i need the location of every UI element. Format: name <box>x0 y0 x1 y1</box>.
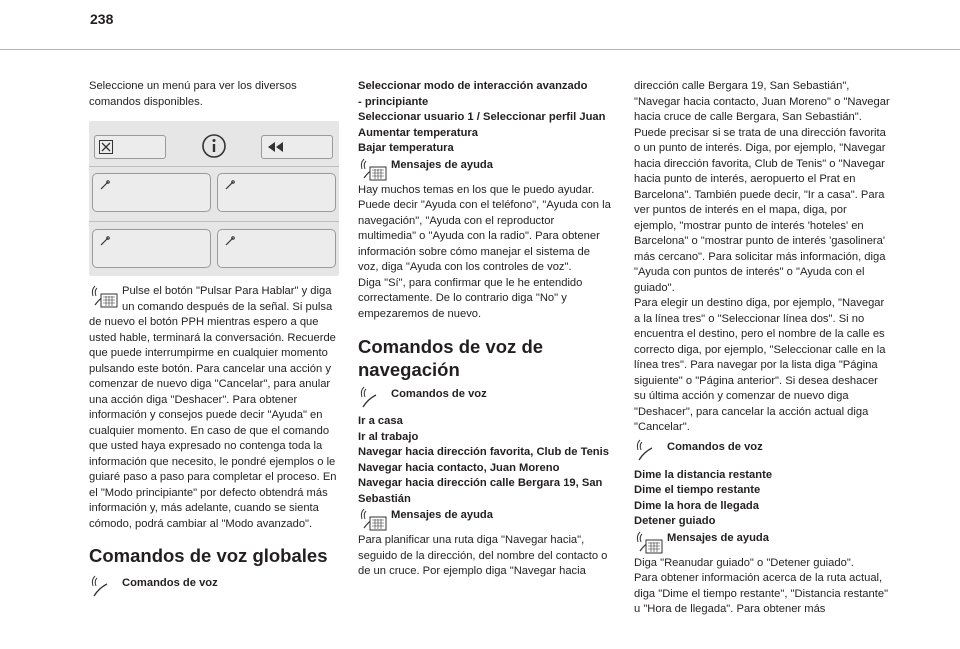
global-commands-heading: Comandos de voz globales <box>89 545 328 566</box>
body-text: dirección calle Bergara 19, San Sebastián", "Navegar hacia contacto, Juan Moreno" o "Navegar hacia cruce de calle Bergara, San Sebastián". Puede precisar si se trata de una dirección favorita o un punto de interés. Diga, por ejemplo, "Navegar hacia dirección favorita, Club de Tenis" o "Navegar hacia punto de interés, aeropuerto el Prat en Barcelona". También puede decir, "Ir a casa". Para ver puntos de interés en el mapa, diga, por ejemplo, "mostrar punto de interés 'hoteles' en Barcelona" o "mostrar punto de interés 'gasolinera' más cercano". Para solicitar más información, diga "Ayuda con puntos de interés" o "Ayuda con el guiado". <box>634 80 890 294</box>
command: Detener guiado <box>634 515 716 527</box>
help-messages-label: Mensajes de ayuda <box>391 509 493 521</box>
help-voice-icon <box>89 284 122 310</box>
help-messages-label: Mensajes de ayuda <box>391 158 493 171</box>
voice-commands-label: Comandos de voz <box>667 440 763 453</box>
help-messages-row <box>358 507 612 529</box>
command: Navegar hacia dirección calle Bergara 19, San Sebastián <box>358 477 603 505</box>
voice-commands-label: Comandos de voz <box>391 388 487 400</box>
help-messages-label: Mensajes de ayuda <box>667 531 769 544</box>
body-text: Para elegir un destino diga, por ejemplo, "Navegar a la línea tres" o "Seleccionar línea dos". Si no encuentra el destino, pero el nombre de la calle es correcto diga, por ejemplo, "Seleccionar calle en la línea tres". Para navegar por la lista diga "Página siguiente" o "Página anterior". Si desea deshacer su última acción y comenzar de nuevo diga "Deshacer", para cancelar la acción actual diga "Cancelar". <box>634 297 886 433</box>
command: Bajar temperatura <box>358 142 454 154</box>
command: Ir a casa <box>358 415 403 427</box>
header-rule <box>0 49 960 50</box>
voice-icon <box>89 575 122 597</box>
close-tab <box>94 135 166 159</box>
column-1 <box>89 79 343 597</box>
command: Dime la hora de llegada <box>634 499 759 512</box>
command: Dime el tiempo restante <box>634 484 761 496</box>
mic-icon <box>225 236 235 246</box>
help-messages-row <box>634 530 892 552</box>
command: Navegar hacia dirección favorita, Club de Tenis <box>358 446 609 458</box>
help-text: Diga "Sí", para confirmar que le he entendido correctamente. De lo contrario diga "No" y empezaremos de nuevo. <box>358 276 583 320</box>
close-icon <box>99 140 113 154</box>
voice-tile <box>217 229 336 268</box>
mic-icon <box>100 236 110 246</box>
command: Navegar hacia contacto, Juan Moreno <box>358 461 560 474</box>
voice-icon <box>358 386 391 408</box>
command: Seleccionar usuario 1 / Seleccionar perfil Juan <box>358 111 606 123</box>
voice-icon <box>634 439 667 461</box>
info-icon <box>201 133 227 159</box>
body-text: Diga "Reanudar guiado" o "Detener guiado". <box>634 556 854 569</box>
voice-commands-row <box>634 439 892 461</box>
back-tab <box>261 135 333 159</box>
help-text: Para planificar una ruta diga "Navegar hacia", seguido de la dirección, del nombre del contacto o de un cruce. Por ejemplo diga "Navegar hacia <box>358 534 608 577</box>
voice-commands-row <box>89 575 343 597</box>
mic-icon <box>100 180 110 190</box>
voice-tile <box>92 173 211 212</box>
help-voice-icon <box>358 507 391 529</box>
help-voice-icon <box>358 157 391 179</box>
help-voice-icon <box>634 530 667 552</box>
voice-tile <box>217 173 336 212</box>
voice-commands-row <box>358 386 612 408</box>
command: Aumentar temperatura <box>358 126 478 139</box>
help-messages-row <box>358 157 612 179</box>
intro-text: Seleccione un menú para ver los diversos comandos disponibles. <box>89 80 297 108</box>
column-2 <box>358 79 612 580</box>
mic-icon <box>225 180 235 190</box>
command: - principiante <box>358 95 429 108</box>
ptt-text: Pulse el botón "Pulsar Para Hablar" y diga un comando después de la señal. Si pulsa de nuevo el botón PPH mientras espero a que usted hable, terminará la conversación. Recuerde que puede interrumpirme en cualquier momento pulsando este botón. Para cancelar una acción y comenzar de nuevo diga "Cancelar", para anular una acción diga "Deshacer". Para obtener información y consejos puede decir "Ayuda" en cualquier momento. En caso de que el comando que usted haya expresado no contenga toda la información que necesito, le pondré ejemplos o le guiaré paso a paso para completar el proceso. En el "Modo principiante" por defecto obtendrá más información y, más adelante, cuando se sienta cómodo, podrá cambiar al "Modo avanzado". <box>89 285 337 530</box>
command: Ir al trabajo <box>358 430 419 443</box>
command: Dime la distancia restante <box>634 468 773 481</box>
voice-tile <box>92 229 211 268</box>
rewind-icon <box>266 141 286 153</box>
page-number: 238 <box>90 11 114 27</box>
column-3 <box>634 79 892 618</box>
command: Seleccionar modo de interacción avanzado <box>358 80 588 92</box>
body-text: Para obtener información acerca de la ruta actual, diga "Dime el tiempo restante", "Distancia restante" u "Hora de llegada". Para obtener más <box>634 572 889 615</box>
help-text: Hay muchos temas en los que le puedo ayudar. Puede decir "Ayuda con el teléfono", "Ayuda con la navegación", "Ayuda con el reproductor multimedia" o "Ayuda con la radio". Para obtener información sobre cómo manejar el sistema de voz, diga "Ayuda con los controles de voz". <box>358 183 611 273</box>
voice-commands-label: Comandos de voz <box>122 577 218 589</box>
navigation-commands-heading: Comandos de voz de navegación <box>358 336 544 380</box>
screen-illustration <box>89 121 339 276</box>
